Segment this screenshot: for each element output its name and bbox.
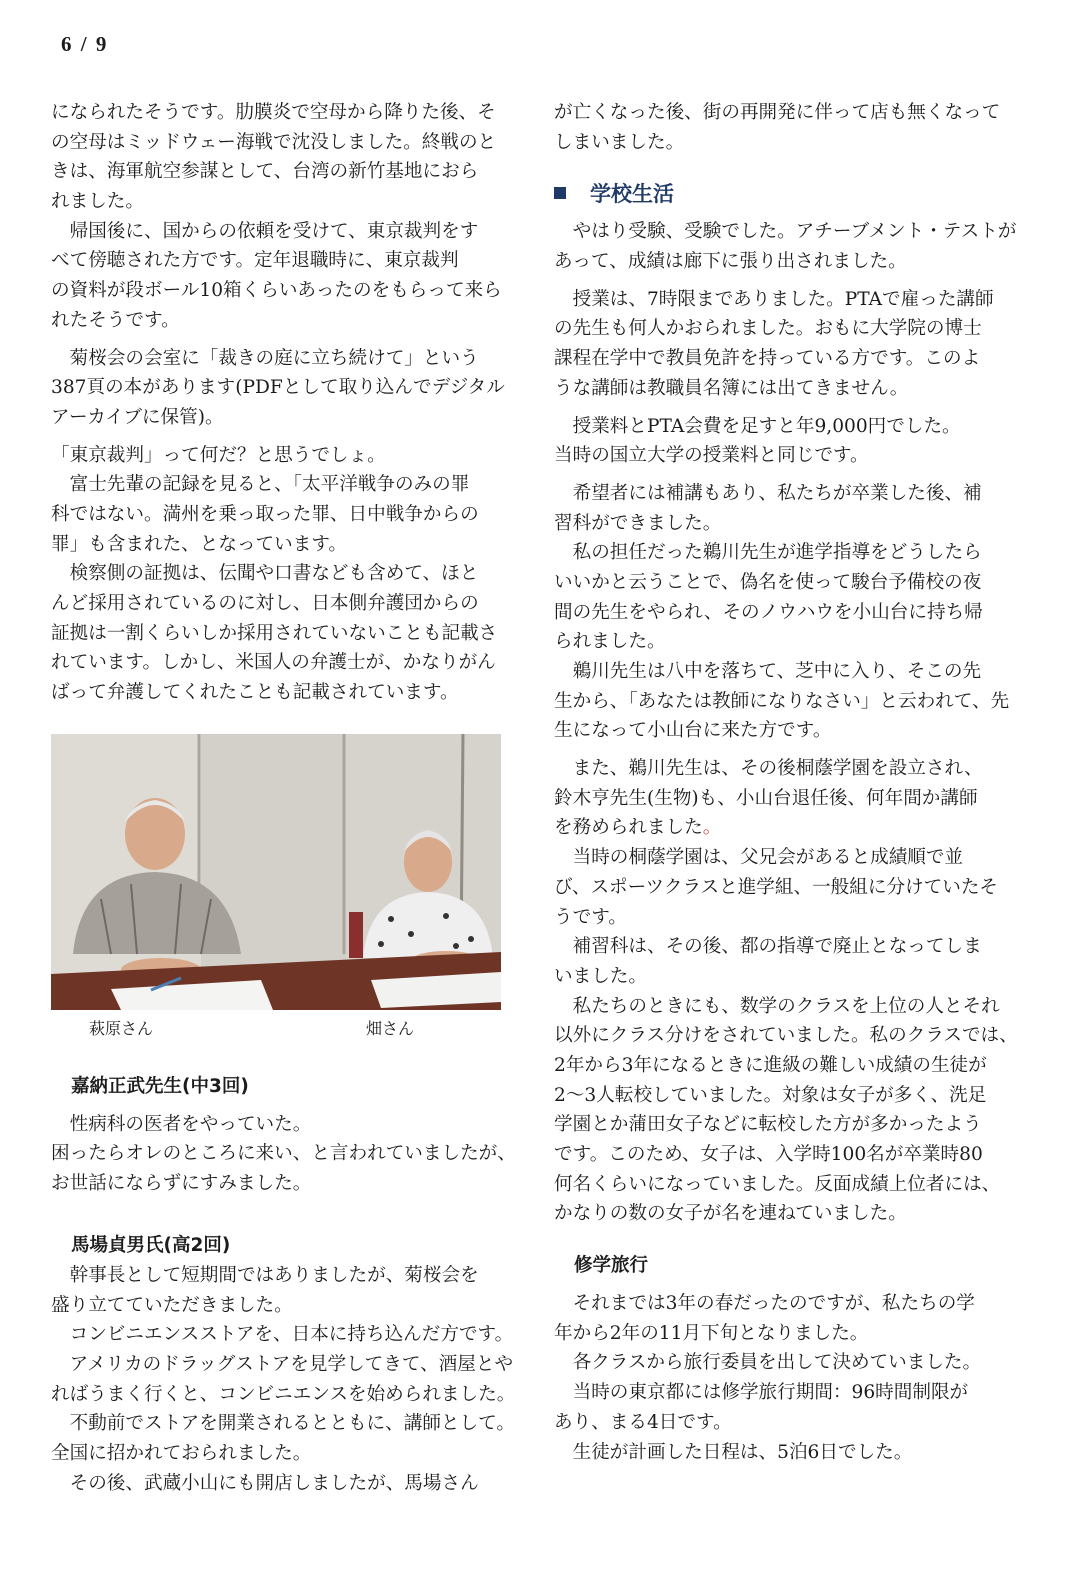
text-line: 以外にクラス分けをされていました。私のクラスでは、 xyxy=(554,1025,1018,1047)
text-line: 帰国後に、国からの依頼を受けて、東京裁判をす xyxy=(51,220,479,242)
section1-body xyxy=(51,1110,516,1199)
text-line: 課程在学中で教員免許を持っている方です。このよ xyxy=(554,348,981,370)
text-line: 生徒が計画した日程は、5泊6日でした。 xyxy=(554,1441,913,1463)
page-number: 6 / 9 xyxy=(61,32,109,56)
text-line: また、鵜川先生は、その後桐蔭学園を設立され、 xyxy=(554,758,983,780)
text-line: 習科ができました。 xyxy=(554,512,722,534)
text-line: んど採用されているのに対し、日本側弁護団からの xyxy=(51,593,479,614)
text-line: 困ったらオレのところに来い、と言われていましたが、 xyxy=(51,1143,516,1165)
text-line: それまでは3年の春だったのですが、私たちの学 xyxy=(554,1293,975,1315)
text-line: あり、まる4日です。 xyxy=(554,1411,732,1433)
text-line: いいかと云うことで、偽名を使って駿台予備校の夜 xyxy=(554,571,982,593)
section2-title: 馬場貞男氏(高2回) xyxy=(71,1234,231,1256)
text-line: 鈴木亨先生(生物)も、小山台退任後、何年間か講師 xyxy=(554,787,978,809)
text-line: 私たちのときにも、数学のクラスを上位の人とそれ xyxy=(554,995,1000,1017)
text-line: 何名くらいになっていました。反面成績上位者には、 xyxy=(554,1173,1001,1195)
text-line: 生になって小山台に来た方です。 xyxy=(554,720,832,742)
section2-body xyxy=(51,1261,516,1499)
text-line: 幹事長として短期間ではありましたが、菊桜会を xyxy=(51,1264,479,1286)
text-line: 2年から3年になるときに進級の難しい成績の生徒が xyxy=(554,1054,987,1076)
text-line: その後、武蔵小山にも開店しましたが、馬場さん xyxy=(51,1472,479,1494)
text-line: の空母はミッドウェー海戦で沈没しました。終戦のと xyxy=(51,131,497,153)
text-line: うです。 xyxy=(554,906,627,928)
text-line: 授業料とPTA会費を足すと年9,000円でした。 xyxy=(554,415,961,437)
section-heading xyxy=(554,179,1006,209)
interview-photo-illustration xyxy=(51,734,501,1010)
text-line: 希望者には補講もあり、私たちが卒業した後、補 xyxy=(554,482,982,504)
right-para-2 xyxy=(554,285,1006,404)
text-line: 補習科は、その後、都の指導で廃止となってしま xyxy=(554,936,982,958)
text-line: 各クラスから旅行委員を出して決めていました。 xyxy=(554,1352,982,1374)
text-line: かなりの数の女子が名を連ねていました。 xyxy=(554,1203,907,1225)
text-line: 学園とか蒲田女子などに転校した方が多かったよう xyxy=(554,1114,982,1136)
section-heading-text: 学校生活 xyxy=(590,182,674,207)
left-block-1 xyxy=(51,98,513,336)
text-line: 鵜川先生は八中を落ちて、芝中に入り、そこの先 xyxy=(554,661,982,682)
text-line: れたそうです。 xyxy=(51,309,180,331)
text-line: アーカイブに保管)。 xyxy=(51,406,224,428)
left-block-3 xyxy=(51,441,513,708)
text-line: 当時の東京都には修学旅行期間：96時間制限が xyxy=(554,1382,969,1404)
text-line: を務められました。 xyxy=(554,817,722,839)
text-line: ばって弁護してくれたことも記載されています。 xyxy=(51,682,459,704)
text-line: 科ではない。満州を乗っ取った罪、日中戦争からの xyxy=(51,503,479,525)
text-line: うな講師は教職員名簿には出てきません。 xyxy=(554,377,909,399)
section1-title: 嘉納正武先生(中3回) xyxy=(71,1075,249,1097)
left-column xyxy=(51,98,516,1498)
caption-right: 畑さん xyxy=(366,1018,415,1038)
text-line: 盛り立てていただきました。 xyxy=(51,1294,293,1316)
text-line: になられたそうです。肋膜炎で空母から降りた後、そ xyxy=(51,102,496,123)
text-line: しまいました。 xyxy=(554,131,685,153)
text-line: び、スポーツクラスと進学組、一般組に分けていたそ xyxy=(554,876,999,898)
text-line: です。このため、女子は、入学時100名が卒業時80 xyxy=(554,1144,983,1165)
text-line: 387頁の本があります(PDFとして取り込んでデジタル xyxy=(51,377,505,399)
text-line: 罪」も含まれた、となっています。 xyxy=(51,533,348,555)
text-line: あって、成績は廊下に張り出されました。 xyxy=(554,251,907,273)
right-block-0 xyxy=(554,98,1006,157)
text-line: べて傍聴された方です。定年退職時に、東京裁判 xyxy=(51,250,459,272)
text-line: 証拠は一割くらいしか採用されていないことも記載さ xyxy=(51,622,498,644)
text-line: 検察側の証拠は、伝聞や口書なども含めて、ほと xyxy=(51,563,479,585)
left-block-2 xyxy=(51,344,513,433)
text-line: 当時の国立大学の授業料と同じです。 xyxy=(554,445,869,467)
photo-caption xyxy=(51,1010,513,1040)
text-line: きは、海軍航空参謀として、台湾の新竹基地におら xyxy=(51,161,479,183)
right-para-5b xyxy=(554,843,1018,1229)
text-line: 当時の桐蔭学園は、父兄会があると成績順で並 xyxy=(554,847,964,869)
text-line: コンビニエンスストアを、日本に持ち込んだ方です。 xyxy=(51,1324,514,1346)
text-line: 性病科の医者をやっていた。 xyxy=(51,1113,312,1135)
text-line: れています。しかし、米国人の弁護士が、かなりがん xyxy=(51,652,496,674)
text-line: やはり受験、受験でした。アチーブメント・テストが xyxy=(554,221,1017,243)
right-para-6 xyxy=(554,1289,1006,1467)
text-line: 間の先生をやられ、そのノウハウを小山台に持ち帰 xyxy=(554,601,983,623)
text-line: いました。 xyxy=(554,965,647,987)
text-line: 年から2年の11月下旬となりました。 xyxy=(554,1322,869,1344)
text-line: 2～3人転校していました。対象は女子が多く、洗足 xyxy=(554,1084,987,1106)
text-line: 生から、「あなたは教師になりなさい」と云われて、先 xyxy=(554,690,1010,712)
interview-photo xyxy=(51,734,501,1010)
text-line: れました。 xyxy=(51,191,144,213)
text-line: が亡くなった後、街の再開発に伴って店も無くなって xyxy=(554,102,1001,123)
text-line: 私の担任だった鵜川先生が進学指導をどうしたら xyxy=(554,542,982,564)
text-line: ればうまく行くと、コンビニエンスを始められました。 xyxy=(51,1383,516,1405)
text-line: の資料が段ボール10箱くらいあったのをもらって来ら xyxy=(51,280,502,302)
right-para-5a xyxy=(554,754,1006,813)
text-line: アメリカのドラッグストアを見学してきて、酒屋とや xyxy=(51,1353,514,1375)
text-line: 授業は、7時限までありました。PTAで雇った講師 xyxy=(554,288,994,310)
text-line: 富士先輩の記録を見ると、「太平洋戦争のみの罪 xyxy=(51,474,470,496)
right-para-1 xyxy=(554,217,1017,276)
text-line: 不動前でストアを開業されるとともに、講師として。 xyxy=(51,1413,515,1435)
caption-left: 萩原さん xyxy=(89,1018,154,1038)
text-line: お世話にならずにすみました。 xyxy=(51,1173,312,1195)
subheading-school-trip: 修学旅行 xyxy=(574,1255,649,1277)
text-line: の先生も何人かおられました。おもに大学院の博士 xyxy=(554,318,982,340)
right-para-3 xyxy=(554,412,1006,471)
text-line: 菊桜会の会室に「裁きの庭に立ち続けて」という xyxy=(51,347,479,369)
text-line: られました。 xyxy=(554,631,666,653)
text-line: 「東京裁判」って何だ？と思うでしょ。 xyxy=(51,444,386,466)
text-line: 全国に招かれておられました。 xyxy=(51,1442,312,1464)
right-para-4 xyxy=(554,479,1010,746)
square-bullet-icon xyxy=(554,187,566,199)
right-column xyxy=(554,98,1018,1467)
red-mark: 。 xyxy=(702,817,722,839)
